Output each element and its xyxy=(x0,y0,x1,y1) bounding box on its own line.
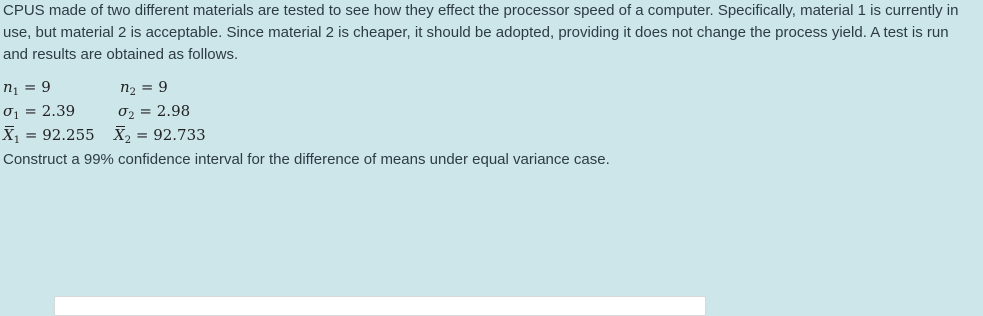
xbar2-symbol: X xyxy=(114,123,125,147)
n1-subscript: 1 xyxy=(12,87,20,98)
n1-value: 9 xyxy=(41,78,51,96)
sample-statistics xyxy=(3,75,975,147)
n2-subscript: 2 xyxy=(129,87,137,98)
equals-sign: = xyxy=(23,78,37,96)
n2-symbol: n xyxy=(120,78,130,96)
sigma1-expression xyxy=(3,99,75,123)
equals-sign: = xyxy=(135,126,149,144)
xbar2-value: 92.733 xyxy=(153,126,206,144)
sigma2-expression xyxy=(118,99,190,123)
sigma1-value: 2.39 xyxy=(41,102,76,120)
xbar2-subscript: 2 xyxy=(124,135,132,146)
xbar1-symbol: X xyxy=(3,123,14,147)
n1-symbol: n xyxy=(3,78,13,96)
sigma2-symbol: σ xyxy=(118,102,129,120)
xbar1-value: 92.255 xyxy=(42,126,95,144)
n2-value: 9 xyxy=(158,78,168,96)
sigma2-value: 2.98 xyxy=(156,102,191,120)
question-intro: CPUS made of two different materials are tested to see how they effect the processor speed of a computer. Specifically, material 1 is currently in use, but material 2 is acceptable. Since material 2 is cheaper, it should be adopted, providing it does not change the process yield. A test is run and results are obtained as follows. xyxy=(3,2,959,63)
question-text xyxy=(3,0,975,171)
n1-expression xyxy=(3,75,51,99)
equals-sign: = xyxy=(139,102,152,120)
xbar1-expression xyxy=(3,123,95,147)
equals-sign: = xyxy=(24,102,37,120)
sigma1-subscript: 1 xyxy=(13,111,20,122)
equals-sign: = xyxy=(140,78,154,96)
equals-sign: = xyxy=(24,126,38,144)
sample-size-row xyxy=(3,75,975,99)
n2-expression xyxy=(120,75,168,99)
std-dev-row xyxy=(3,99,975,123)
sigma1-symbol: σ xyxy=(3,102,14,120)
xbar2-expression xyxy=(114,123,206,147)
mean-row xyxy=(3,123,975,147)
xbar1-subscript: 1 xyxy=(13,135,21,146)
question-task: Construct a 99% confidence interval for the difference of means under equal variance case. xyxy=(3,151,610,168)
sigma2-subscript: 2 xyxy=(128,111,135,122)
answer-input[interactable] xyxy=(54,296,706,316)
